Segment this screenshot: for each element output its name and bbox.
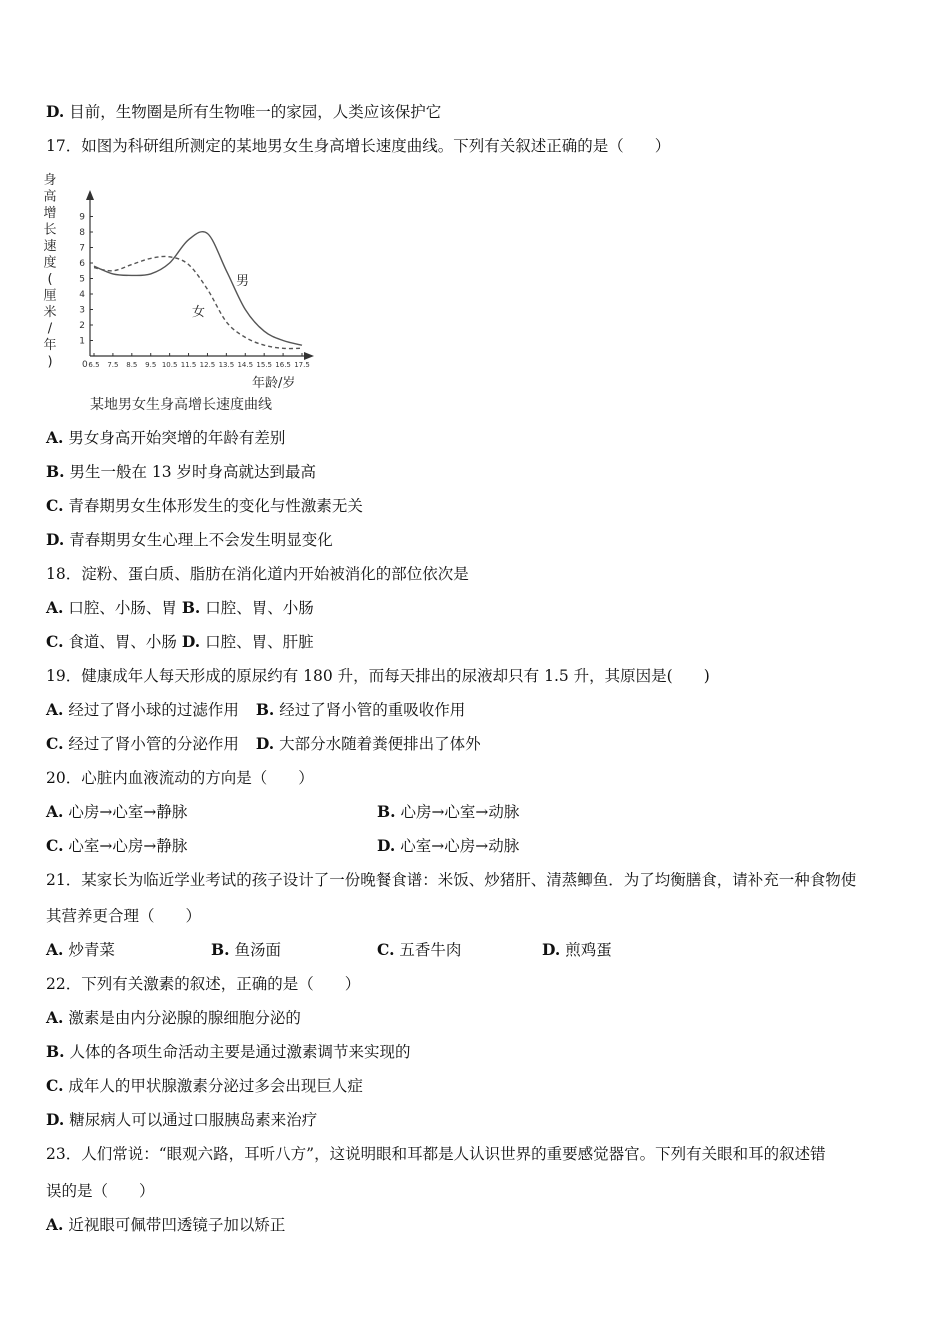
y-axis-label-char: 速 bbox=[43, 239, 57, 254]
x-tick-label: 17.5 bbox=[294, 361, 310, 369]
option-text: 口腔、小肠、胃 bbox=[68, 599, 177, 617]
option-text: 心房→心室→静脉 bbox=[68, 803, 188, 821]
option-text: 青春期男女生心理上不会发生明显变化 bbox=[69, 531, 333, 549]
option-letter: D. bbox=[542, 940, 561, 959]
option-text: 大部分水随着粪便排出了体外 bbox=[279, 735, 481, 753]
q21-option-a bbox=[46, 940, 115, 960]
x-tick-label: 16.5 bbox=[275, 361, 291, 369]
option-letter: B. bbox=[46, 462, 65, 481]
option-letter: D. bbox=[46, 1110, 65, 1129]
option-text: 口腔、胃、小肠 bbox=[205, 599, 314, 617]
y-tick-label: 6 bbox=[79, 259, 85, 269]
height-growth-chart bbox=[40, 168, 330, 418]
q20-option-a bbox=[46, 802, 187, 822]
option-text: 近视眼可佩带凹透镜子加以矫正 bbox=[68, 1216, 286, 1234]
q17-stem: 17．如图为科研组所测定的某地男女生身高增长速度曲线。下列有关叙述正确的是（ ） bbox=[46, 137, 671, 155]
q22-option-d bbox=[46, 1110, 317, 1130]
y-axis-label-char: 度 bbox=[43, 255, 57, 271]
option-letter: A. bbox=[46, 940, 64, 959]
option-letter: D. bbox=[377, 836, 396, 855]
chart-title: 某地男女生身高增长速度曲线 bbox=[90, 397, 272, 413]
option-text: 心房→心室→动脉 bbox=[400, 803, 520, 821]
option-text: 男女身高开始突增的年龄有差别 bbox=[68, 429, 286, 447]
x-tick-label: 8.5 bbox=[126, 361, 138, 369]
option-text: 经过了肾小管的分泌作用 bbox=[68, 735, 239, 753]
q21-option-d bbox=[542, 940, 612, 960]
y-tick-label: 1 bbox=[79, 336, 85, 347]
chart-y-axis-label bbox=[43, 173, 56, 370]
option-text: 激素是由内分泌腺的腺细胞分泌的 bbox=[68, 1009, 301, 1027]
option-text: 鱼汤面 bbox=[234, 941, 281, 959]
option-letter: D. bbox=[181, 632, 201, 651]
y-axis-label-char: 年 bbox=[43, 338, 57, 353]
option-text: 经过了肾小球的过滤作用 bbox=[68, 701, 239, 719]
option-text: 炒青菜 bbox=[68, 941, 115, 959]
q21-stem-line1: 21．某家长为临近学业考试的孩子设计了一份晚餐食谱：米饭、炒猪肝、清蒸鲫鱼．为了均衡膳食，请补充一种食物使 bbox=[46, 871, 857, 889]
option-letter: D. bbox=[46, 530, 65, 549]
x-tick-label: 9.5 bbox=[145, 361, 157, 369]
q17-option-c bbox=[46, 496, 363, 516]
series-line-boy bbox=[94, 232, 302, 346]
y-axis-label-char: 增 bbox=[43, 206, 57, 221]
q18-options-row1 bbox=[46, 598, 314, 618]
option-text: 心室→心房→动脉 bbox=[400, 837, 520, 855]
option-letter: C. bbox=[46, 836, 64, 855]
x-tick-label: 7.5 bbox=[107, 361, 119, 369]
y-axis-label-char: 身 bbox=[43, 173, 57, 188]
x-tick-label: 12.5 bbox=[199, 361, 216, 369]
q20-option-c bbox=[46, 836, 187, 856]
option-text: 经过了肾小管的重吸收作用 bbox=[279, 701, 466, 719]
x-tick-label: 6.5 bbox=[88, 361, 100, 369]
y-axis-label-char: ) bbox=[47, 354, 53, 370]
option-text: 人体的各项生命活动主要是通过激素调节来实现的 bbox=[69, 1043, 411, 1061]
q20-option-b bbox=[377, 802, 519, 822]
q22-option-b bbox=[46, 1042, 410, 1062]
q17-option-a bbox=[46, 428, 285, 448]
q22-option-c bbox=[46, 1076, 363, 1096]
option-text: 煎鸡蛋 bbox=[565, 941, 612, 959]
q17-option-b bbox=[46, 462, 316, 482]
series-label-boy: 男 bbox=[236, 274, 250, 289]
y-tick-label: 4 bbox=[79, 290, 85, 300]
option-letter: A. bbox=[46, 1008, 64, 1027]
series-label-girl: 女 bbox=[192, 305, 206, 320]
option-text: 青春期男女生体形发生的变化与性激素无关 bbox=[68, 497, 363, 515]
q23-option-a bbox=[46, 1215, 285, 1235]
q18-stem: 18．淀粉、蛋白质、脂肪在消化道内开始被消化的部位依次是 bbox=[46, 565, 469, 583]
x-axis-arrow bbox=[304, 352, 314, 360]
option-letter: A. bbox=[46, 700, 64, 719]
y-axis-label-char: 厘 bbox=[43, 288, 57, 304]
option-letter: C. bbox=[46, 496, 64, 515]
option-letter: A. bbox=[46, 598, 64, 617]
option-letter: B. bbox=[377, 802, 396, 821]
y-tick-label: 5 bbox=[79, 274, 85, 285]
x-tick-label: 11.5 bbox=[180, 361, 197, 369]
option-text: 五香牛肉 bbox=[399, 941, 462, 959]
option-text: 心室→心房→静脉 bbox=[68, 837, 188, 855]
x-tick-label: 13.5 bbox=[218, 361, 235, 369]
y-tick-label: 7 bbox=[79, 243, 85, 254]
y-tick-label: 2 bbox=[79, 321, 85, 331]
option-letter: C. bbox=[46, 734, 64, 753]
q20-stem: 20．心脏内血液流动的方向是（ ） bbox=[46, 769, 314, 787]
option-text: 目前，生物圈是所有生物唯一的家园，人类应该保护它 bbox=[69, 103, 442, 121]
option-text: 成年人的甲状腺激素分泌过多会出现巨人症 bbox=[68, 1077, 363, 1095]
q22-stem: 22．下列有关激素的叙述，正确的是（ ） bbox=[46, 975, 361, 993]
q21-stem-line2: 其营养更合理（ ） bbox=[46, 907, 202, 925]
option-text: 糖尿病人可以通过口服胰岛素来治疗 bbox=[69, 1111, 318, 1129]
option-letter: C. bbox=[46, 632, 64, 651]
option-letter: C. bbox=[377, 940, 395, 959]
origin-label: 0 bbox=[82, 360, 88, 370]
x-tick-label: 15.5 bbox=[256, 361, 272, 369]
option-letter: A. bbox=[46, 802, 64, 821]
y-axis-arrow bbox=[86, 190, 94, 200]
q18-options-row2 bbox=[46, 632, 314, 652]
q20-option-d bbox=[377, 836, 519, 856]
q21-option-c bbox=[377, 940, 461, 960]
q19-options-row2 bbox=[46, 734, 481, 754]
y-axis-label-char: / bbox=[47, 321, 53, 337]
option-text: 男生一般在 13 岁时身高就达到最高 bbox=[69, 463, 317, 481]
x-axis-label: 年龄/岁 bbox=[252, 376, 296, 391]
q22-option-a bbox=[46, 1008, 301, 1028]
q17-option-d bbox=[46, 530, 333, 550]
y-tick-label: 8 bbox=[79, 228, 85, 238]
q23-stem-line2: 误的是（ ） bbox=[46, 1182, 155, 1200]
option-letter: B. bbox=[211, 940, 230, 959]
y-tick-label: 9 bbox=[79, 212, 85, 223]
q16-option-d bbox=[46, 102, 441, 122]
y-tick-label: 3 bbox=[79, 305, 85, 316]
y-axis-label-char: 高 bbox=[43, 189, 57, 205]
option-letter: B. bbox=[181, 598, 201, 617]
q21-option-b bbox=[211, 940, 281, 960]
option-text: 口腔、胃、肝脏 bbox=[205, 633, 314, 651]
q19-stem: 19．健康成年人每天形成的原尿约有 180 升，而每天排出的尿液却只有 1.5 升，其原因是( ) bbox=[46, 667, 710, 685]
y-axis-label-char: 米 bbox=[43, 305, 57, 320]
option-letter: D. bbox=[46, 102, 65, 121]
chart-series bbox=[94, 232, 302, 349]
y-ticks bbox=[79, 213, 93, 347]
x-tick-label: 14.5 bbox=[237, 361, 254, 369]
option-text: 食道、胃、小肠 bbox=[68, 633, 177, 651]
option-letter: B. bbox=[46, 1042, 65, 1061]
y-axis-label-char: 长 bbox=[43, 222, 57, 238]
option-letter: A. bbox=[46, 428, 64, 447]
y-axis-label-char: ( bbox=[47, 272, 53, 287]
x-tick-label: 10.5 bbox=[161, 361, 178, 369]
q19-options-row1 bbox=[46, 700, 465, 720]
q23-stem-line1: 23．人们常说：“眼观六路，耳听八方”，这说明眼和耳都是人认识世界的重要感觉器官。下列有关眼和耳的叙述错 bbox=[46, 1145, 826, 1163]
option-letter: A. bbox=[46, 1215, 64, 1234]
option-letter: C. bbox=[46, 1076, 64, 1095]
option-letter: B. bbox=[255, 700, 275, 719]
option-letter: D. bbox=[255, 734, 275, 753]
